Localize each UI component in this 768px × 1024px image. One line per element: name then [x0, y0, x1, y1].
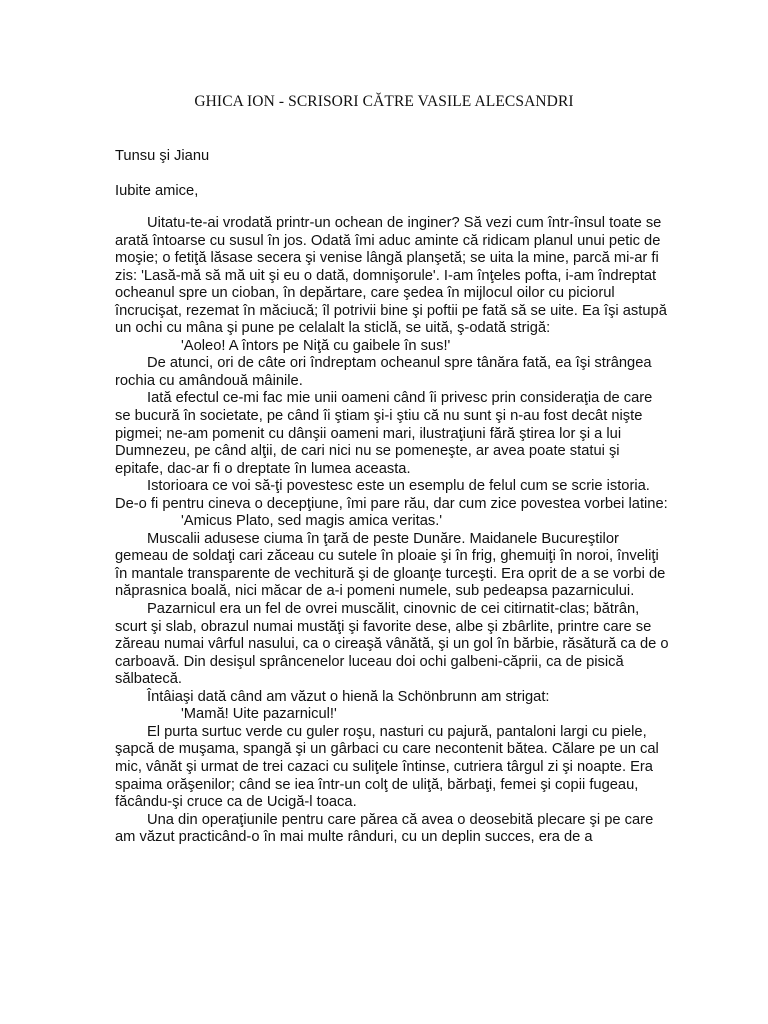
paragraph: Pazarnicul era un fel de ovrei muscălit, cinovnic de cei citirnatit-clas; bătrân, scurt şi slab, obrazul numai mustăţi şi favorite dese, albe şi zbârlite, printre care se zăreau numai vârful nasului, ca o cireaşă vânătă, şi un gol în bărbie, răsătură ca de o carboavă. Din desişul sprâncenelor luceau doi ochi galbeni-căprii, ca de pisică sălbatecă.	[115, 601, 669, 688]
letter-body	[115, 215, 670, 847]
paragraph: Uitatu-te-ai vrodată printr-un ochean de inginer? Să vezi cum într-însul toate se arată întoarse cu susul în jos. Odată îmi aduc aminte că ridicam planul unui petic de moşie; o fetiţă lăsase secera şi venise lângă planşetă; se uita la mine, parcă mi-ar fi zis: 'Lasă-mă să mă uit şi eu o dată, domnişorule'. I-am înţeles pofta, i-am îndreptat ocheanul spre un cioban, în depărtare, care şedea în mijlocul oilor cu piciorul încrucişat, rezemat în măciucă; îl potrivii bine şi poftii pe fată să se uite. Ea îşi astupă un ochi cu mâna şi pune pe celalalt la sticlă, se uită, ş-odată strigă:	[115, 215, 667, 337]
quote-line: 'Amicus Plato, sed magis amica veritas.'	[181, 513, 443, 530]
paragraph: El purta surtuc verde cu guler roşu, nasturi cu pajură, pantaloni largi cu piele, şapcă de muşama, spangă şi un gârbaci cu care necontenit bătea. Călare pe un cal mic, vânăt şi urmat de trei cazaci cu suliţele întinse, cutriera târgul zi şi noapte. Era spaima orăşenilor; când se iea într-un colţ de uliţă, bărbaţi, femei şi copii fugeau, făcându-şi cruce ca de Ucigă-l toaca.	[115, 723, 659, 811]
document-title: GHICA ION - SCRISORI CĂTRE VASILE ALECSANDRI	[194, 93, 574, 110]
quote-line: 'Mamă! Uite pazarnicul!'	[181, 706, 337, 723]
paragraph: Istorioara ce voi să-ţi povestesc este un esemplu de felul cum se scrie istoria. De-o fi pentru cineva o decepţiune, îmi pare rău, dar cum zice povestea vorbei latine:	[115, 478, 668, 512]
letter-greeting: Iubite amice,	[115, 183, 199, 199]
letter-heading: Tunsu şi Jianu	[115, 148, 210, 164]
paragraph: Muscalii adusese ciuma în ţară de peste Dunăre. Maidanele Bucureştilor gemeau de soldaţi cari zăceau cu sutele în ploaie şi în frig, ghemuiţi în noroi, înveliţi în mantale transparente de vechitură şi de gloanţe turceşti. Era oprit de a se vorbi de năprasnica boală, nici măcar de a-i pomeni numele, sub pedeapsa pazarnicului.	[115, 530, 666, 600]
paragraph: Întâiaşi dată când am văzut o hienă la Schönbrunn am strigat:	[147, 688, 550, 705]
paragraph: De atunci, ori de câte ori îndreptam ocheanul spre tânăra fată, ea îşi strângea rochia cu amândouă mâinile.	[115, 355, 652, 389]
paragraph: Iată efectul ce-mi fac mie unii oameni când îi privesc prin consideraţia de care se bucură în societate, pe când îi ştiam şi-i ştiu că nu sunt şi n-au fost decât nişte pigmei; ne-am pomenit cu dânşii oameni mari, ilustraţiuni fără ştirea lor şi a lui Dumnezeu, pe când alţii, de cari nici nu se pomeneşte, ar avea poate statui şi epitafe, dac-ar fi o dreptate în lumea aceasta.	[115, 390, 653, 477]
paragraph: Una din operaţiunile pentru care părea că avea o deosebită plecare şi pe care am văzut practicând-o în mai multe rânduri, cu un deplin succes, era de a	[115, 811, 654, 846]
quote-line: 'Aoleo! A întors pe Niţă cu gaibele în sus!'	[181, 337, 451, 354]
